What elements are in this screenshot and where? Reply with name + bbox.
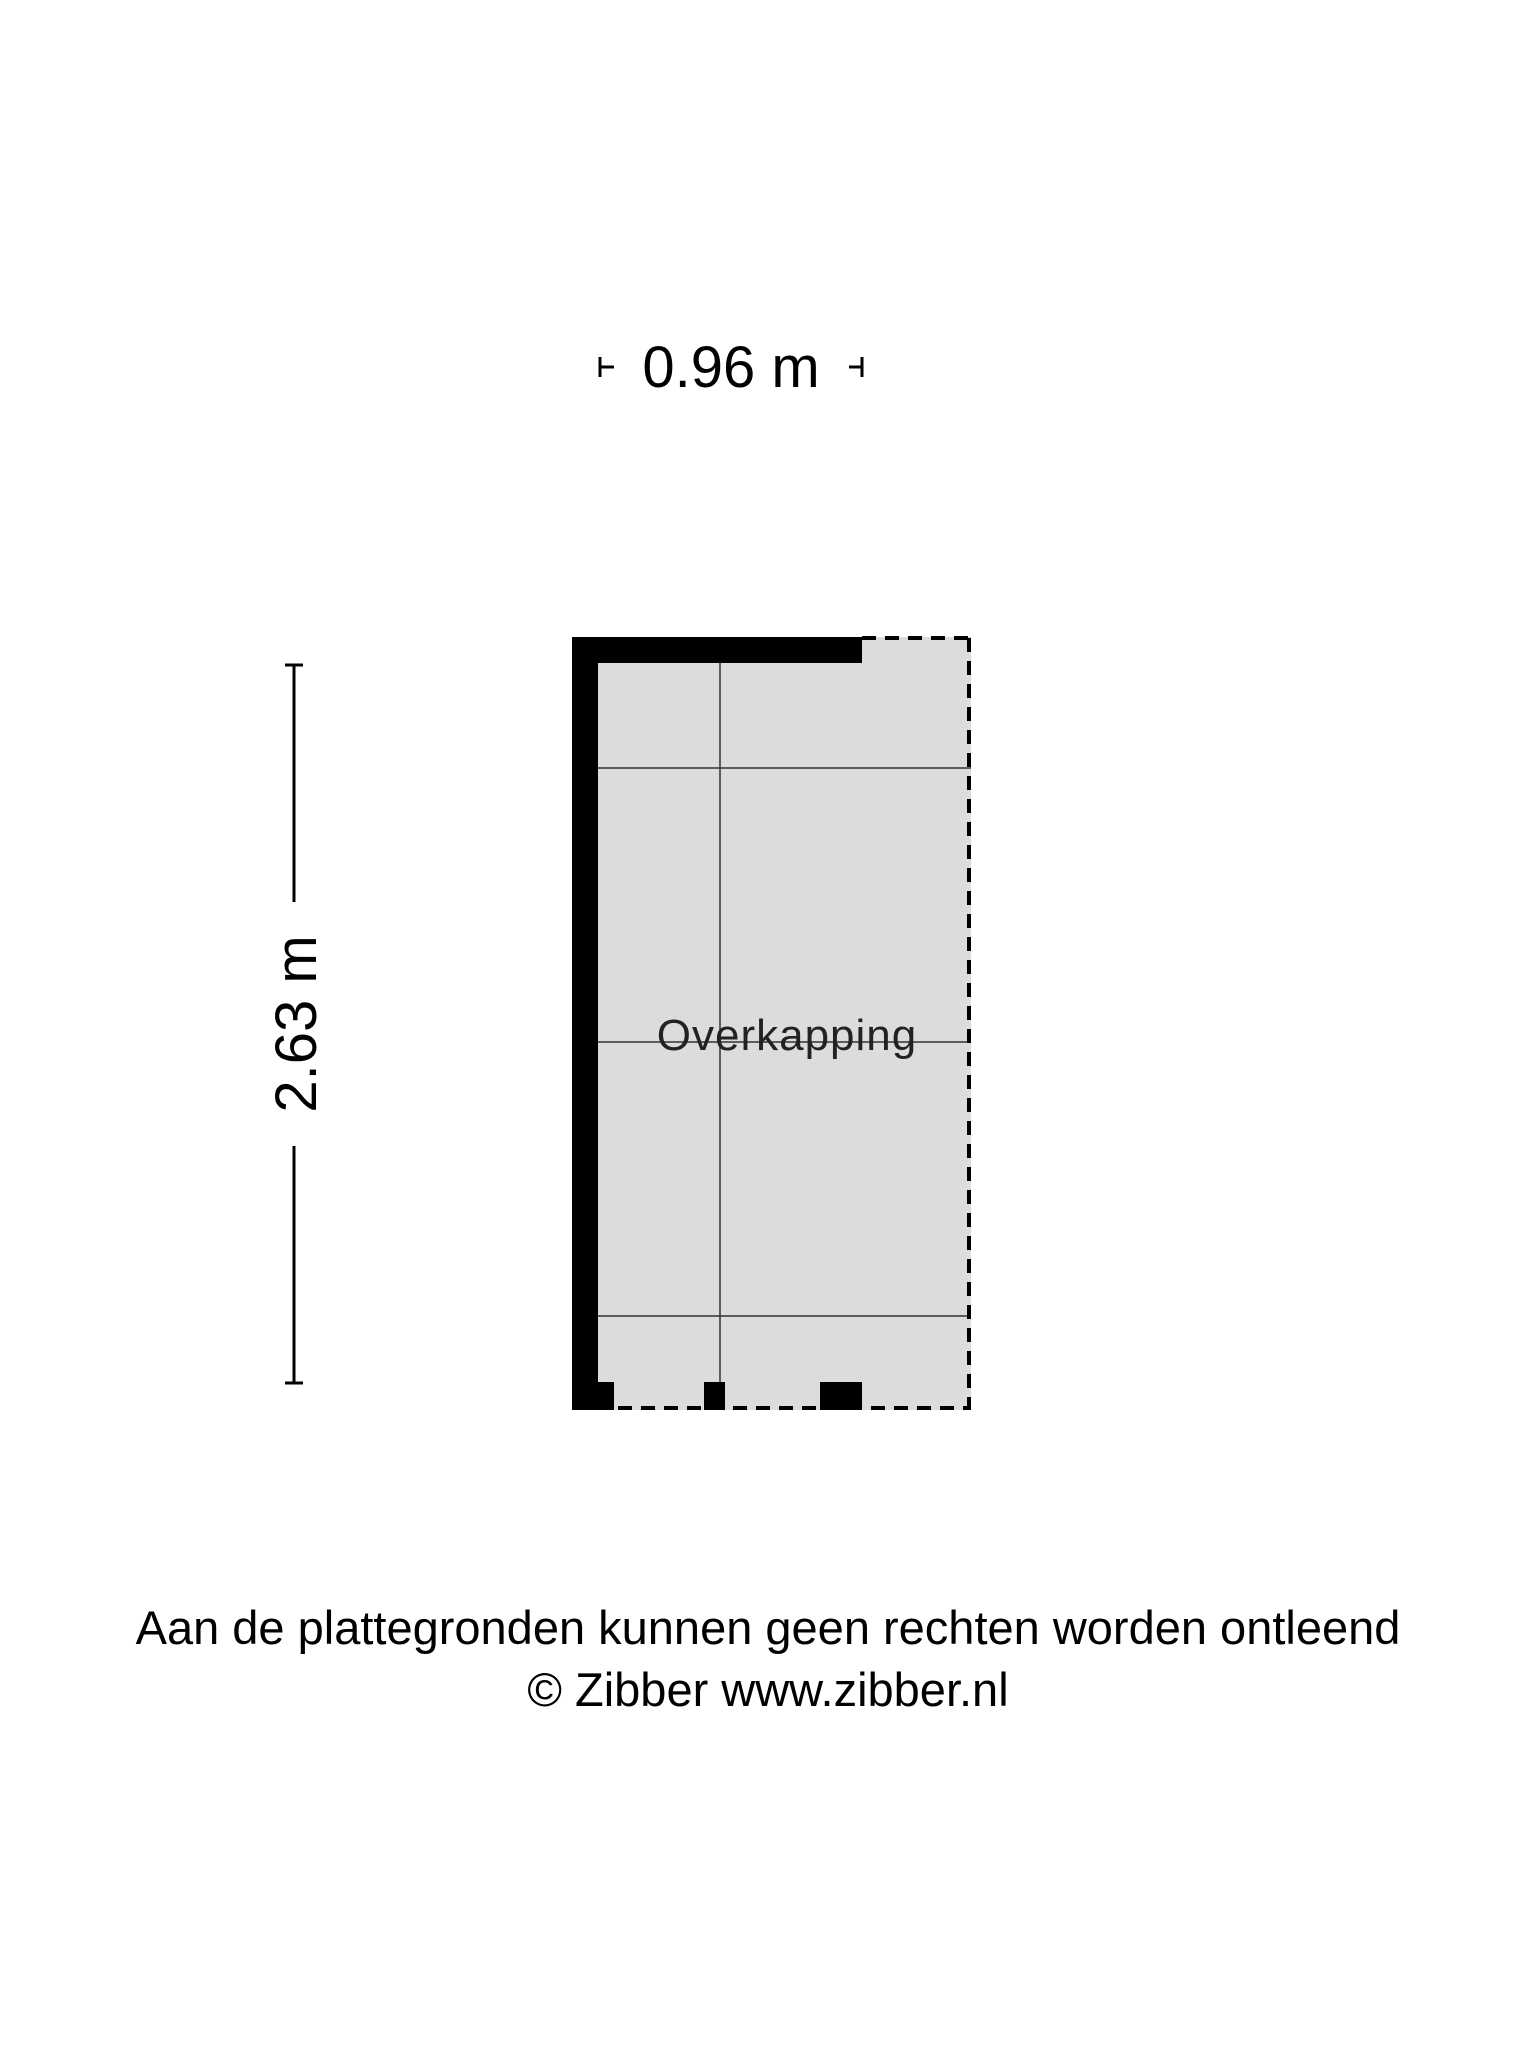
post-left bbox=[572, 1382, 614, 1410]
post-right bbox=[820, 1382, 862, 1410]
post-middle bbox=[704, 1382, 725, 1410]
depth-dimension-label: 2.63 m bbox=[264, 935, 329, 1113]
wall-left bbox=[572, 637, 598, 1410]
copyright-text: © Zibber www.zibber.nl bbox=[527, 1663, 1009, 1716]
depth-dimension bbox=[264, 665, 329, 1383]
width-dimension bbox=[600, 335, 862, 400]
disclaimer-text: Aan de plattegronden kunnen geen rechten worden ontleend bbox=[135, 1601, 1401, 1654]
wall-top bbox=[572, 637, 862, 663]
width-dimension-label: 0.96 m bbox=[642, 335, 820, 400]
room-label: Overkapping bbox=[656, 1011, 918, 1060]
